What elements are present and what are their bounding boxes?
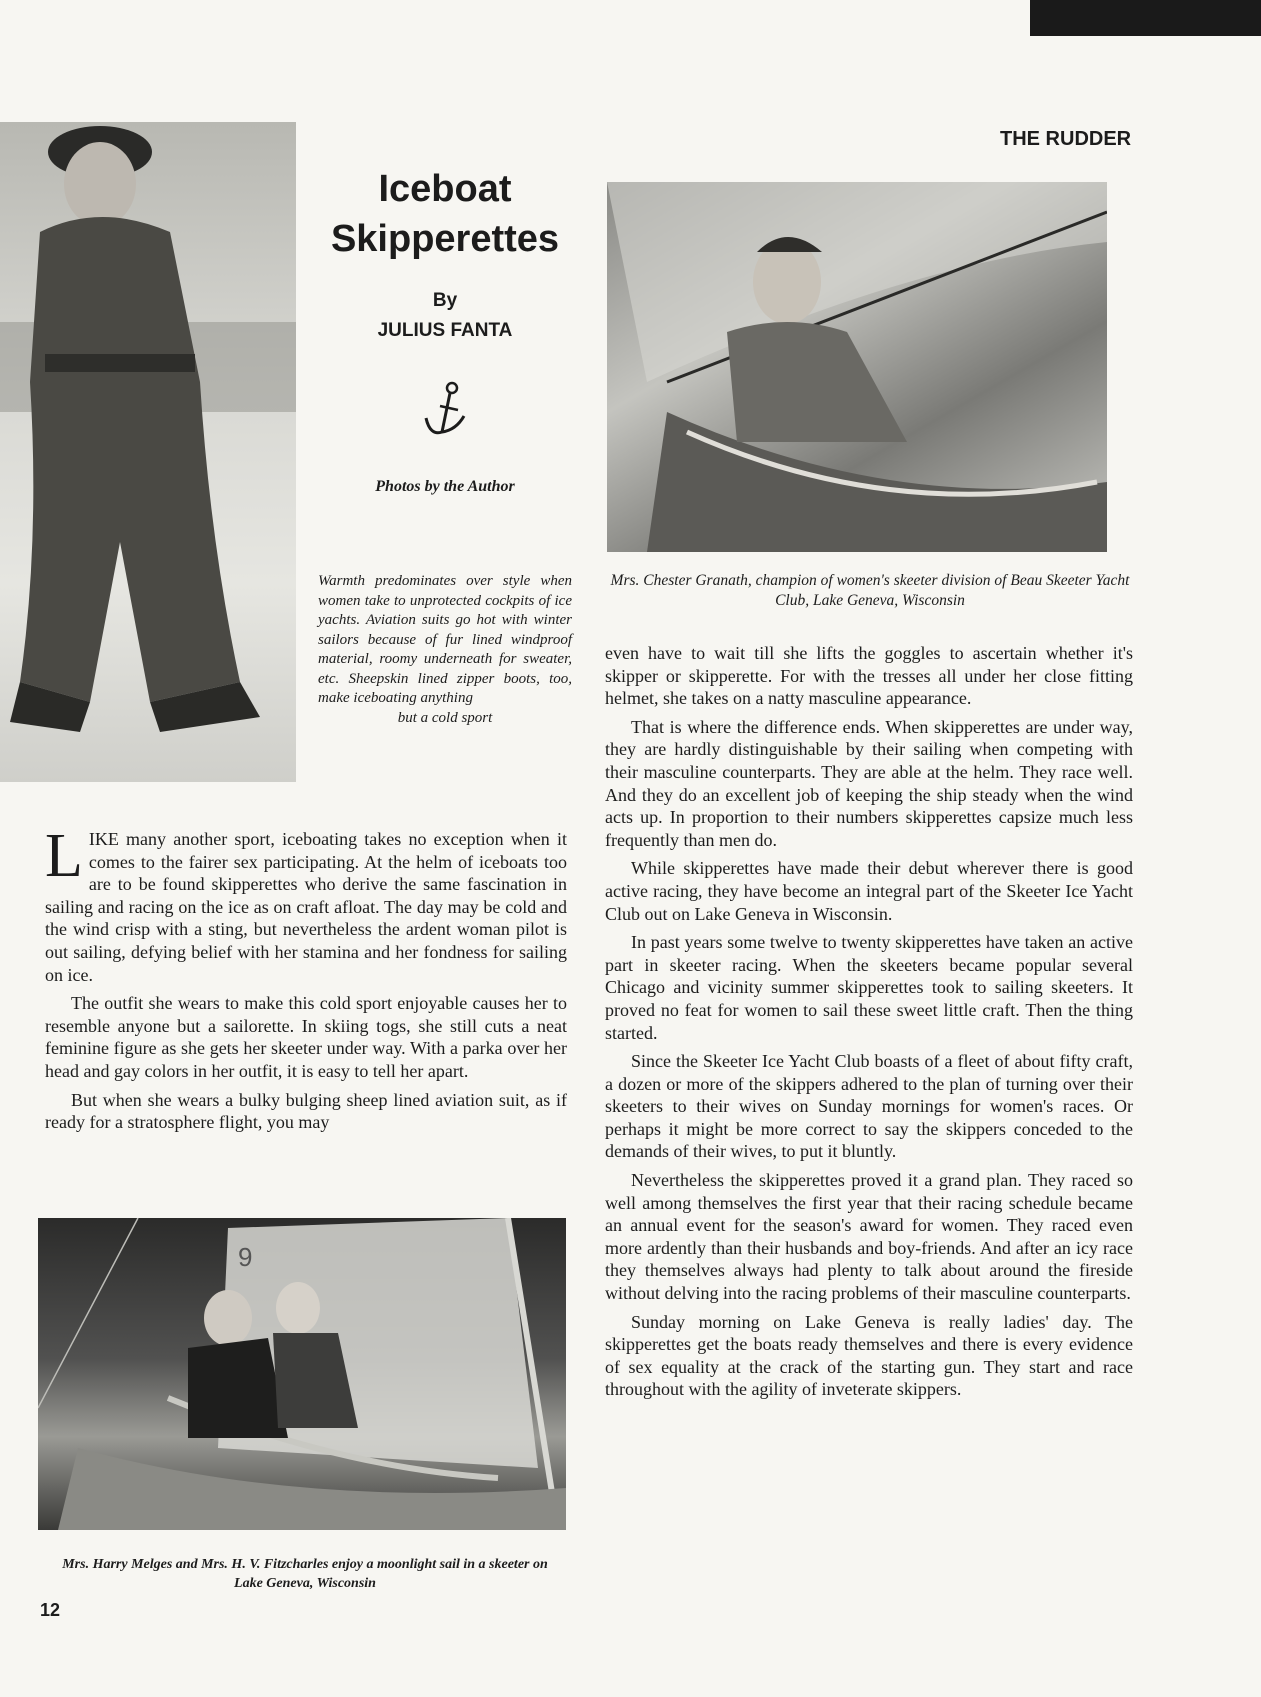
caption-bottom: Mrs. Harry Melges and Mrs. H. V. Fitzcharles enjoy a moonlight sail in a skeeter on Lake Geneva, Wisconsin: [62, 1557, 548, 1591]
byline-author: JULIUS FANTA: [377, 320, 513, 341]
article-title: [320, 164, 570, 264]
caption-side-last: but a cold sport: [397, 709, 493, 726]
body-right-paragraph-1: even have to wait till she lifts the goggles to ascertain whether it's skipper or skipperette. For with the tresses all under her close fitting helmet, she takes on a natty masculine appearance.: [605, 643, 1133, 709]
body-left-paragraph-1: [45, 822, 567, 986]
caption-side: [318, 572, 572, 728]
corner-black-bar: [1030, 0, 1261, 36]
caption-top: Mrs. Chester Granath, champion of women's skeeter division of Beau Skeeter Yacht Club, Lake Geneva, Wisconsin: [610, 572, 1130, 609]
body-column-right: [605, 642, 1133, 1407]
title-line-1: Iceboat: [378, 168, 512, 210]
byline: [320, 286, 570, 346]
body-column-left: [45, 822, 567, 1140]
body-left-p1-text: IKE many another sport, iceboating takes no exception when it comes to the fairer sex participating. At the helm of iceboats too are to be found skipperettes who derive the same fascination in sailing and racing on the ice as on craft afloat. The day may be cold and the wind crisp with a sting, but nevertheless the ardent woman pilot is out sailing, defying belief with her stamina and her fondness for sailing on ice.: [45, 829, 567, 985]
page-number: 12: [40, 1600, 61, 1620]
sail-number: 9: [238, 1242, 253, 1272]
body-right-paragraph-3: While skipperettes have made their debut wherever there is good active racing, they have become an integral part of the Skeeter Ice Yacht Club out on Lake Geneva in Wisconsin.: [605, 858, 1133, 924]
body-left-paragraph-2: The outfit she wears to make this cold sport enjoyable causes her to resemble anyone but a sailorette. In skiing togs, she still cuts a neat feminine figure as she gets her skeeter under way. With a parka over her head and gay colors in her outfit, it is easy to tell her apart.: [45, 993, 567, 1081]
title-line-2: Skipperettes: [330, 218, 560, 260]
photo-moonlight-sail: [38, 1218, 566, 1530]
body-left-paragraph-3: But when she wears a bulky bulging sheep lined aviation suit, as if ready for a stratosphere flight, you may: [45, 1089, 567, 1133]
caption-side-text: Warmth predominates over style when women take to unprotected cockpits of ice yachts. Aviation suits go hot with winter sailors because of fur lined windproof material, roomy underneath for sweater, etc. Sheepskin lined zipper boots, too, make iceboating anything: [318, 573, 572, 706]
magazine-header: THE RUDDER: [1000, 128, 1132, 150]
body-right-paragraph-2: That is where the difference ends. When skipperettes are under way, they are hardly distinguishable by their sailing when competing with their masculine counterparts. They are able at the helm. They race well. And they do an excellent job of keeping the ship steady when the wind acts up. In proportion to their numbers skipperettes capsize much less frequently than men do.: [605, 716, 1133, 850]
photo-credit: Photos by the Author: [375, 478, 515, 495]
byline-by: By: [432, 290, 458, 311]
body-right-paragraph-5: Since the Skeeter Ice Yacht Club boasts of a fleet of about fifty craft, a dozen or more of the skippers adhered to the plan of turning over their skeeters to their wives on Sunday mornings for women's races. Or perhaps it might be more correct to say the skippers conceded to the demands of their wives, to put it bluntly.: [605, 1051, 1133, 1162]
photo-woman-aviation-suit: [0, 122, 296, 782]
anchor-icon: [420, 380, 470, 440]
body-right-paragraph-7: Sunday morning on Lake Geneva is really ladies' day. The skipperettes get the boats ready themselves and there is every evidence of sex equality at the crack of the starting gun. They start and race throughout with the agility of inveterate skippers.: [605, 1311, 1133, 1400]
body-right-paragraph-6: Nevertheless the skipperettes proved it a grand plan. They raced so well among themselves the first year that their racing schedule became an annual event for the season's award for women. They raced even more ardently than their husbands and boy-friends. And after an icy race they themselves always had plenty to talk about around the fireside without delving into the racing problems of their masculine counterparts.: [605, 1170, 1133, 1304]
drop-cap: L: [45, 822, 83, 890]
photo-woman-in-skeeter: [607, 182, 1107, 552]
body-right-paragraph-4: In past years some twelve to twenty skipperettes have taken an active part in skeeter racing. When the skeeters became popular several Chicago and vicinity summer skipperettes took to sailing skeeters. It proved no feat for women to sail these sweet little craft. Then the thing started.: [605, 932, 1133, 1043]
